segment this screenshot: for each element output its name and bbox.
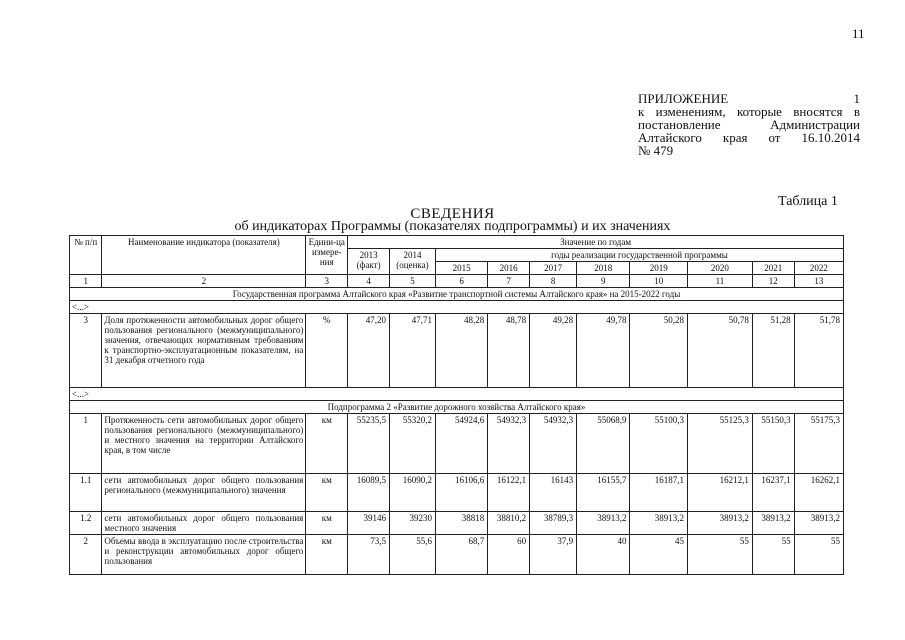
value-cell: 50,28 [630, 314, 688, 388]
value-cell: 68,7 [435, 535, 487, 575]
value-cell: 51,78 [794, 314, 843, 388]
header-year: 2022 [794, 262, 843, 275]
column-number: 13 [794, 275, 843, 288]
column-number: 12 [752, 275, 794, 288]
indicator-name: Протяженность сети автомобильных дорог общего пользования регионального (межмуниципального) и местного значения на территории Алтайского края, в том числе [102, 414, 306, 474]
indicator-name: сети автомобильных дорог общего пользования местного значения [102, 512, 306, 535]
header-year: 2020 [687, 262, 752, 275]
header-year-2013: 2013 (факт) [348, 249, 390, 275]
value-cell: 38810,2 [488, 512, 530, 535]
column-number: 3 [306, 275, 348, 288]
value-cell: 16212,1 [687, 474, 752, 512]
table-row [70, 474, 844, 512]
column-number: 11 [687, 275, 752, 288]
value-cell: 16155,7 [577, 474, 630, 512]
header-year: 2015 [435, 262, 487, 275]
value-cell: 16237,1 [752, 474, 794, 512]
value-cell: 45 [630, 535, 688, 575]
appendix-line: № 479 [638, 143, 674, 158]
value-cell: 16143 [530, 474, 577, 512]
value-cell: 55 [687, 535, 752, 575]
table-row [70, 512, 844, 535]
document-subtitle: об индикаторах Программы (показателях подпрограммы) и их значениях [234, 219, 671, 234]
value-cell: 55125,3 [687, 414, 752, 474]
row-number: 1 [70, 414, 102, 474]
table-row [70, 414, 844, 474]
row-number: 1.2 [70, 512, 102, 535]
value-cell: 55175,3 [794, 414, 843, 474]
column-number: 5 [389, 275, 435, 288]
value-cell: 55100,3 [630, 414, 688, 474]
header-year: 2019 [630, 262, 688, 275]
indicator-name: сети автомобильных дорог общего пользования регионального (межмуниципального) значения [102, 474, 306, 512]
value-cell: 40 [577, 535, 630, 575]
unit-cell: км [306, 512, 348, 535]
value-cell: 38913,2 [577, 512, 630, 535]
value-cell: 16106,6 [435, 474, 487, 512]
document-title: СВЕДЕНИЯ [410, 206, 495, 222]
appendix-line: постановление Администрации [638, 117, 860, 132]
value-cell: 55150,3 [752, 414, 794, 474]
column-number: 9 [577, 275, 630, 288]
row-number: 3 [70, 314, 102, 388]
appendix-heading: ПРИЛОЖЕНИЕ 1 [638, 91, 860, 106]
column-number: 4 [348, 275, 390, 288]
value-cell: 16089,5 [348, 474, 390, 512]
row-number: 2 [70, 535, 102, 575]
column-number: 10 [630, 275, 688, 288]
table-row [70, 535, 844, 575]
header-num: № п/п [70, 236, 102, 275]
ellipsis-row: <...> [70, 388, 844, 401]
unit-cell: км [306, 414, 348, 474]
header-year: 2017 [530, 262, 577, 275]
value-cell: 47,71 [389, 314, 435, 388]
value-cell: 38913,2 [794, 512, 843, 535]
column-number: 2 [102, 275, 306, 288]
indicator-name: Доля протяженности автомобильных дорог общего пользования регионального (межмуниципального) значения, отвечающих нормативным требованиям к транспортно-эксплуатационным показателям, на 31 декабря отчетного года [102, 314, 306, 388]
value-cell: 55 [752, 535, 794, 575]
value-cell: 48,78 [488, 314, 530, 388]
row-number: 1.1 [70, 474, 102, 512]
indicator-name: Объемы ввода в эксплуатацию после строительства и реконструкции автомобильных дорог общего пользования [102, 535, 306, 575]
appendix-block [638, 92, 860, 157]
value-cell: 50,78 [687, 314, 752, 388]
value-cell: 49,28 [530, 314, 577, 388]
column-number: 6 [435, 275, 487, 288]
value-cell: 49,78 [577, 314, 630, 388]
value-cell: 16122,1 [488, 474, 530, 512]
header-year: 2021 [752, 262, 794, 275]
appendix-line: Алтайского края от 16.10.2014 [638, 130, 860, 145]
value-cell: 39230 [389, 512, 435, 535]
value-cell: 39146 [348, 512, 390, 535]
value-cell: 38789,3 [530, 512, 577, 535]
value-cell: 37,9 [530, 535, 577, 575]
value-cell: 54932,3 [530, 414, 577, 474]
header-year: 2018 [577, 262, 630, 275]
value-cell: 47,20 [348, 314, 390, 388]
value-cell: 16090,2 [389, 474, 435, 512]
value-cell: 55320,2 [389, 414, 435, 474]
value-cell: 54932,3 [488, 414, 530, 474]
unit-cell: % [306, 314, 348, 388]
header-year-2014: 2014 (оценка) [389, 249, 435, 275]
section-subprogram: Подпрограмма 2 «Развитие дорожного хозяйства Алтайского края» [70, 401, 844, 414]
header-unit: Едини-ца измере-ния [306, 236, 348, 275]
column-number: 7 [488, 275, 530, 288]
value-cell: 73,5 [348, 535, 390, 575]
column-number: 1 [70, 275, 102, 288]
value-cell: 55 [794, 535, 843, 575]
value-cell: 51,28 [752, 314, 794, 388]
page-number: 11 [852, 26, 865, 41]
value-cell: 54924,6 [435, 414, 487, 474]
header-name: Наименование индикатора (показателя) [102, 236, 306, 275]
appendix-line: к изменениям, которые вносятся в [638, 104, 860, 119]
value-cell: 38913,2 [630, 512, 688, 535]
ellipsis-row: <...> [70, 301, 844, 314]
header-value-group: Значение по годам [348, 236, 844, 249]
value-cell: 55068,9 [577, 414, 630, 474]
column-number: 8 [530, 275, 577, 288]
header-year: 2016 [488, 262, 530, 275]
value-cell: 55235,5 [348, 414, 390, 474]
value-cell: 38913,2 [687, 512, 752, 535]
section-program: Государственная программа Алтайского края «Развитие транспортной системы Алтайского края» на 2015-2022 годы [70, 288, 844, 301]
unit-cell: км [306, 535, 348, 575]
unit-cell: км [306, 474, 348, 512]
table-label: Таблица 1 [778, 194, 838, 209]
header-years-group: годы реализации государственной программы [435, 249, 843, 262]
value-cell: 48,28 [435, 314, 487, 388]
value-cell: 60 [488, 535, 530, 575]
value-cell: 55,6 [389, 535, 435, 575]
table-row [70, 314, 844, 388]
value-cell: 16187,1 [630, 474, 688, 512]
value-cell: 38913,2 [752, 512, 794, 535]
value-cell: 16262,1 [794, 474, 843, 512]
value-cell: 38818 [435, 512, 487, 535]
indicators-table [69, 235, 844, 575]
